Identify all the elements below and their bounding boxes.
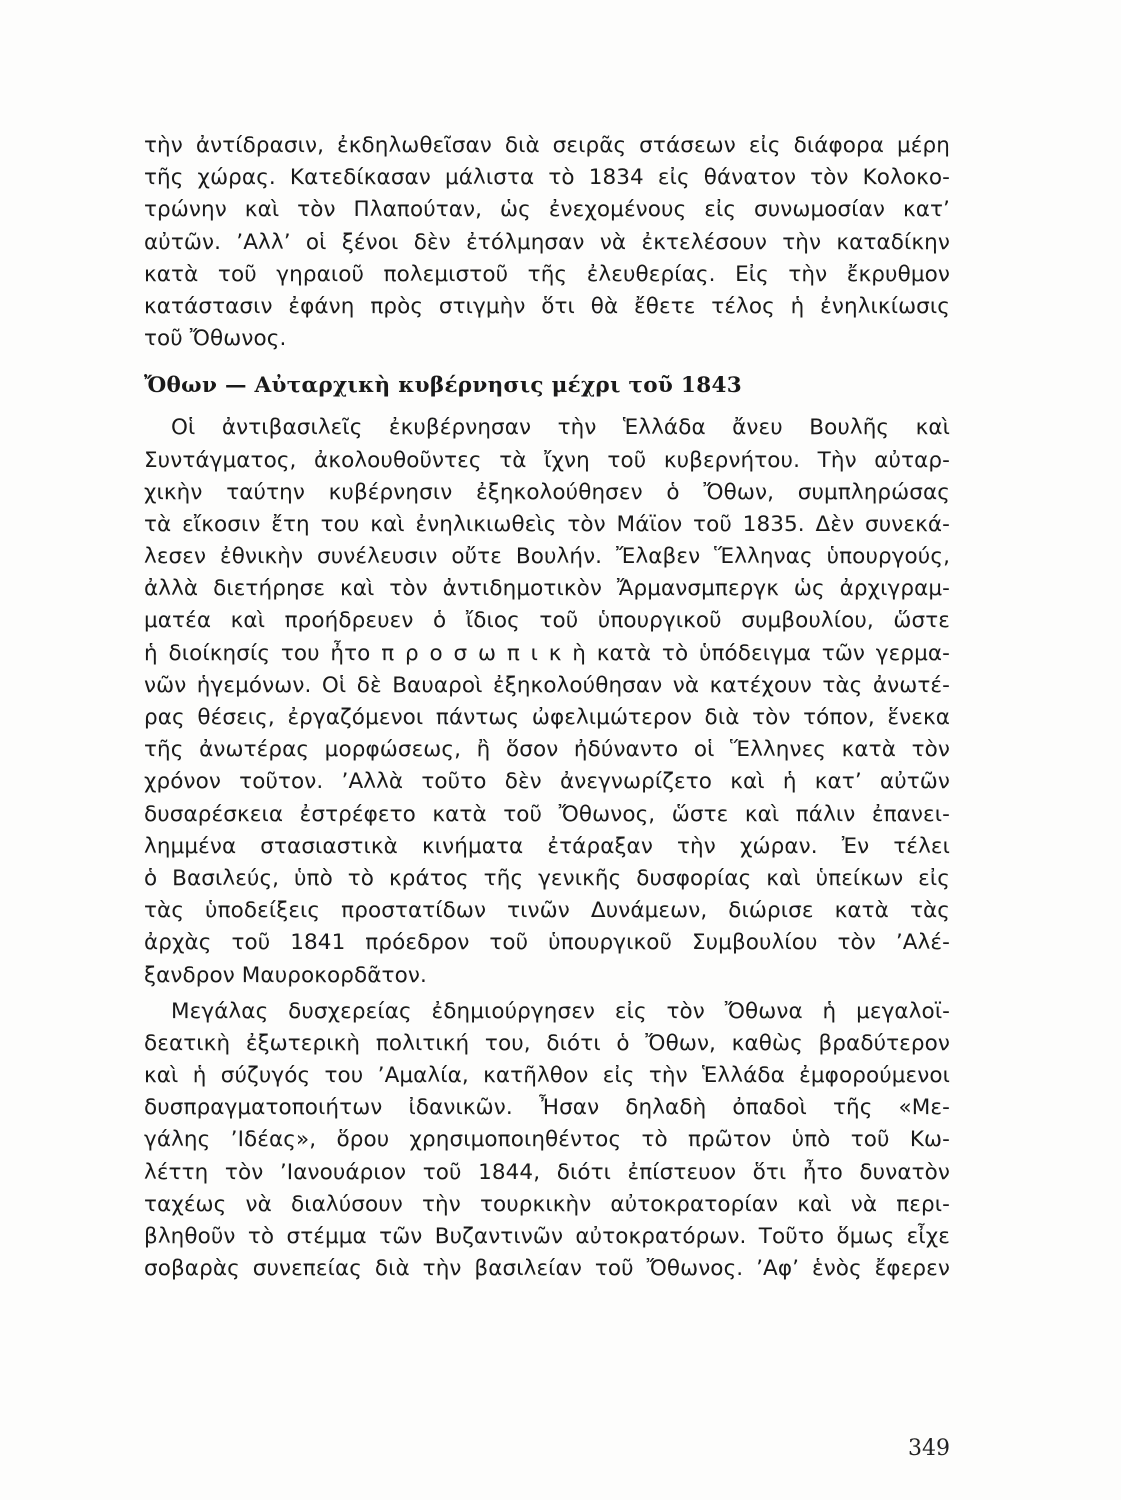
text-line: τῆς χώρας. Κατεδίκασαν μάλιστα τὸ 1834 εἰς θάνατον τὸν Κολοκο- (144, 165, 950, 191)
text-line: Μεγάλας δυσχερείας ἐδημιούργησεν εἰς τὸν Ὄθωνα ἡ μεγαλοϊ- (171, 998, 950, 1024)
text-line: τὰς ὑποδείξεις προστατίδων τινῶν Δυνάμεων, διώρισε κατὰ τὰς (144, 898, 950, 924)
text-line: σοβαρὰς συνεπείας διὰ τὴν βασιλείαν τοῦ Ὄθωνος. ’Αφ’ ἑνὸς ἔφερεν (144, 1256, 950, 1282)
text-line: ἡ διοίκησίς του ἦτο π ρ ο σ ω π ι κ ὴ κατὰ τὸ ὑπόδειγμα τῶν γερμα- (144, 640, 950, 666)
text-line: λημμένα στασιαστικὰ κινήματα ἐτάραξαν τὴν χώραν. Ἐν τέλει (144, 833, 950, 859)
text-line: βληθοῦν τὸ στέμμα τῶν Βυζαντινῶν αὐτοκρατόρων. Τοῦτο ὅμως εἶχε (144, 1224, 950, 1249)
text-line: ρας θέσεις, ἐργαζόμενοι πάντως ὠφελιμώτερον διὰ τὸν τόπον, ἕνεκα (144, 705, 950, 730)
text-line: Συντάγματος, ἀκολουθοῦντες τὰ ἴχνη τοῦ κυβερνήτου. Τὴν αὐταρ- (144, 447, 950, 473)
section-heading: Ὄθων — Αὐταρχικὴ κυβέρνησις μέχρι τοῦ 1843 (144, 373, 742, 399)
text-line: τοῦ Ὄθωνος. (144, 326, 287, 352)
text-line: κατάστασιν ἐφάνη πρὸς στιγμὴν ὅτι θὰ ἔθετε τέλος ἡ ἐνηλικίωσις (144, 293, 950, 319)
text-line: λέττη τὸν ’Ιανουάριον τοῦ 1844, διότι ἐπίστευον ὅτι ἦτο δυνατὸν (144, 1159, 950, 1185)
text-line: δεατικὴ ἐξωτερικὴ πολιτική του, διότι ὁ Ὄθων, καθὼς βραδύτερον (144, 1030, 950, 1056)
text-line: τὴν ἀντίδρασιν, ἐκδηλωθεῖσαν διὰ σειρᾶς στάσεων εἰς διάφορα μέρη (144, 133, 950, 158)
text-line: χικὴν ταύτην κυβέρνησιν ἐξηκολούθησεν ὁ Ὄθων, συμπληρώσας (144, 479, 950, 505)
text-line: Οἱ ἀντιβασιλεῖς ἐκυβέρνησαν τὴν Ἑλλάδα ἄνευ Βουλῆς καὶ (171, 415, 950, 441)
text-line: ἀλλὰ διετήρησε καὶ τὸν ἀντιδημοτικὸν Ἄρμανσμπεργκ ὡς ἀρχιγραμ- (144, 576, 950, 602)
text-line: αὐτῶν. ’Αλλ’ οἱ ξένοι δὲν ἐτόλμησαν νὰ ἐκτελέσουν τὴν καταδίκην (144, 229, 950, 255)
text-line: καὶ ἡ σύζυγός του ’Αμαλία, κατῆλθον εἰς τὴν Ἑλλάδα ἐμφορούμενοι (144, 1063, 950, 1089)
paragraph-3 (144, 996, 950, 1286)
text-line: ἀρχὰς τοῦ 1841 πρόεδρον τοῦ ὑπουργικοῦ Συμβουλίου τὸν ’Αλέ- (144, 930, 950, 956)
text-line: χρόνον τοῦτον. ’Αλλὰ τοῦτο δὲν ἀνεγνωρίζετο καὶ ἡ κατ’ αὐτῶν (144, 769, 950, 795)
text-line: λεσεν ἐθνικὴν συνέλευσιν οὔτε Βουλήν. Ἔλαβεν Ἕλληνας ὑπουργούς, (144, 544, 950, 570)
text-line: ξανδρον Μαυροκορδᾶτον. (144, 962, 427, 988)
text-line: νῶν ἡγεμόνων. Οἱ δὲ Βαυαροὶ ἐξηκολούθησαν νὰ κατέχουν τὰς ἀνωτέ- (144, 672, 950, 698)
text-line: δυσαρέσκεια ἐστρέφετο κατὰ τοῦ Ὄθωνος, ὥστε καὶ πάλιν ἐπανει- (144, 801, 950, 827)
text-line: κατὰ τοῦ γηραιοῦ πολεμιστοῦ τῆς ἐλευθερίας. Εἰς τὴν ἔκρυθμον (144, 261, 950, 287)
text-line: ματέα καὶ προήδρευεν ὁ ἴδιος τοῦ ὑπουργικοῦ συμβουλίου, ὥστε (144, 608, 950, 634)
text-line: τρώνην καὶ τὸν Πλαπούταν, ὡς ἐνεχομένους εἰς συνωμοσίαν κατ’ (144, 197, 950, 223)
text-line: τὰ εἴκοσιν ἔτη του καὶ ἐνηλικιωθεὶς τὸν Μάϊον τοῦ 1835. Δὲν συνεκά- (144, 511, 950, 537)
text-line: ταχέως νὰ διαλύσουν τὴν τουρκικὴν αὐτοκρατορίαν καὶ νὰ περι- (144, 1191, 950, 1217)
book-page (144, 130, 950, 1285)
text-line: τῆς ἀνωτέρας μορφώσεως, ἢ ὅσον ἠδύναντο οἱ Ἕλληνες κατὰ τὸν (144, 737, 950, 763)
text-line: ὁ Βασιλεύς, ὑπὸ τὸ κράτος τῆς γενικῆς δυσφορίας καὶ ὑπείκων εἰς (144, 865, 950, 891)
paragraph-1 (144, 130, 950, 355)
text-line: δυσπραγματοποιήτων ἰδανικῶν. Ἦσαν δηλαδὴ ὀπαδοὶ τῆς «Με- (144, 1095, 950, 1121)
text-line: γάλης ’Ιδέας», ὅρου χρησιμοποιηθέντος τὸ πρῶτον ὑπὸ τοῦ Κω- (144, 1127, 950, 1153)
page-number: 349 (908, 1436, 950, 1461)
paragraph-2 (144, 412, 950, 991)
